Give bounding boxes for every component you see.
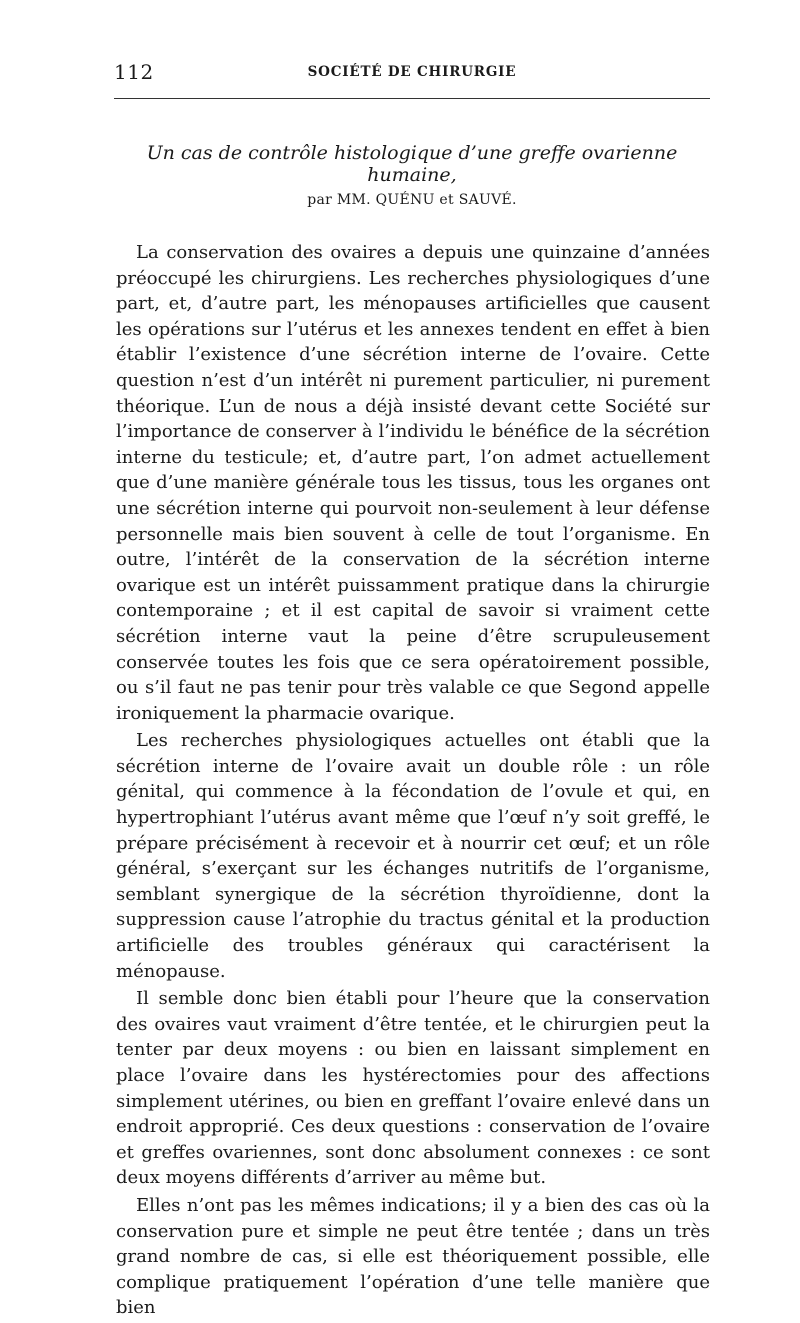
article-title: Un cas de contrôle histologique d’une greffe ovarienne humaine,: [146, 142, 678, 186]
page-number: 112: [114, 60, 154, 84]
paragraph: Les recherches physiologiques actuelles ont établi que la sécrétion interne de l’ovaire avait un double rôle : un rôle génital, qui commence à la fécondation de l’ovule et qui, en hypertrophiant l’utérus avant même que l’œuf n’y soit greffé, le prépare précisément à recevoir et à nourrir cet œuf; et un rôle général, s’exerçant sur les échanges nutritifs de l’organisme, semblant synergique de la sécrétion thyroïdienne, dont la suppression cause l’atrophie du tractus génital et la production artificielle des troubles généraux qui caractérisent la ménopause.: [116, 730, 710, 982]
article-body: [116, 240, 710, 1323]
page-header: [114, 60, 710, 90]
paragraph: Il semble donc bien établi pour l’heure que la conservation des ovaires vaut vraiment d’être tentée, et le chirurgien peut la tenter par deux moyens : ou bien en laissant simplement en place l’ovaire dans les hystérectomies pour des affections simplement utérines, ou bien en greffant l’ovaire enlevé dans un endroit approprié. Ces deux questions : conservation de l’ovaire et greffes ovariennes, sont donc absolument connexes : ce sont deux moyens différents d’arriver au même but.: [116, 988, 710, 1189]
paragraph: La conservation des ovaires a depuis une quinzaine d’années préoccupé les chirurgiens. Les recherches physiologiques d’une part, et, d’autre part, les ménopauses artificielles que causent les opérations sur l’utérus et les annexes tendent en effet à bien établir l’existence d’une sécrétion interne de l’ovaire. Cette question n’est d’un intérêt ni purement particulier, ni purement théorique. L’un de nous a déjà insisté devant cette Société sur l’importance de conserver à l’individu le bénéfice de la sécrétion interne du testicule; et, d’autre part, l’on admet actuellement que d’une manière générale tous les tissus, tous les organes ont une sécrétion interne qui pourvoit non-seulement à leur défense personnelle mais bien souvent à celle de tout l’organisme. En outre, l’intérêt de la conservation de la sécrétion interne ovarique est un intérêt puissamment pratique dans la chirurgie contemporaine ; et il est capital de savoir si vraiment cette sécrétion interne vaut la peine d’être scrupuleusement conservée toutes les fois que ce sera opératoirement possible, ou s’il faut ne pas tenir pour très valable ce que Segond appelle ironiquement la pharmacie ovarique.: [116, 242, 710, 724]
article-authors: par MM. QUÉNU et SAUVÉ.: [307, 192, 517, 208]
header-rule: [114, 98, 710, 99]
running-title: SOCIÉTÉ DE CHIRURGIE: [307, 64, 517, 80]
paragraph: Elles n’ont pas les mêmes indications; il y a bien des cas où la conservation pure et simple ne peut être tentée ; dans un très grand nombre de cas, si elle est théoriquement possible, elle complique pratiquement l’opération d’une telle manière que bien: [116, 1194, 710, 1319]
